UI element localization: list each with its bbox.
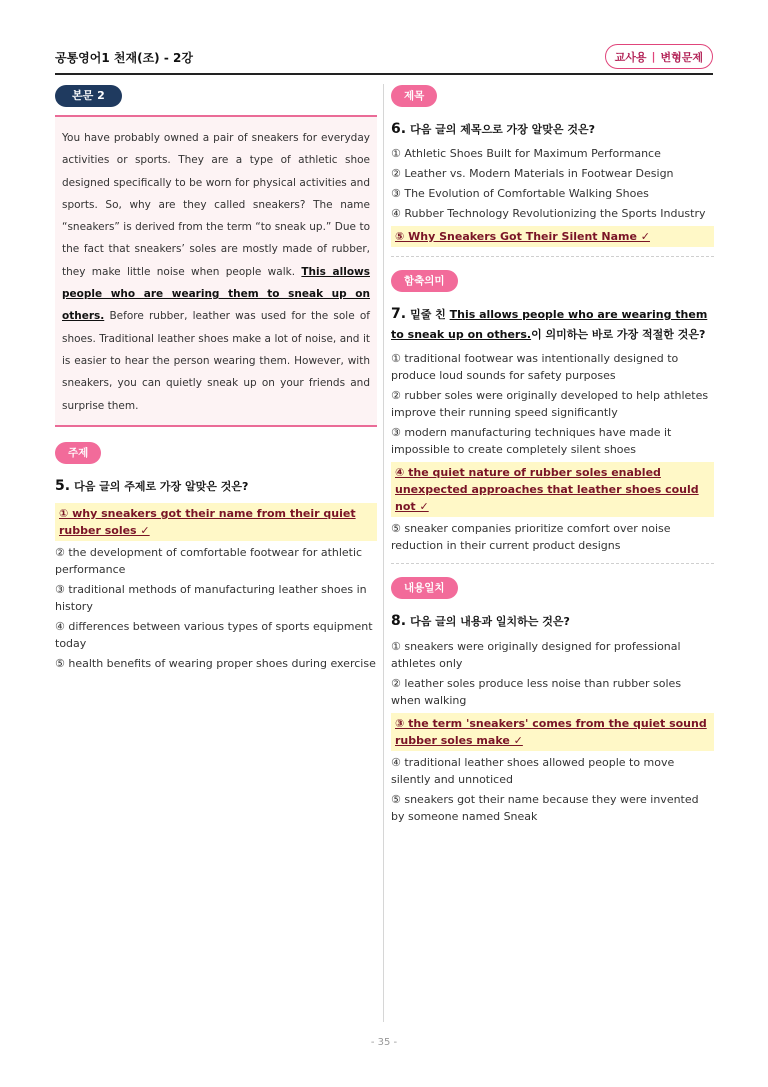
left-column [55, 84, 377, 672]
q8-option-3: ③ the term 'sneakers' comes from the quiet sound rubber soles make ✓ [391, 713, 714, 751]
q7-option-3: ③ modern manufacturing techniques have made it impossible to create completely silent shoes [391, 426, 672, 456]
q7-option-5: ⑤ sneaker companies prioritize comfort over noise reduction in their current product designs [391, 522, 671, 552]
passage-text [62, 127, 370, 417]
q5-option-4: ④ differences between various types of sports equipment today [55, 619, 373, 650]
q8-title [391, 611, 714, 632]
q6-section [391, 84, 714, 257]
badge-label-teacher: 교사용 [614, 50, 647, 64]
q8-option-2: ② leather soles produce less noise than rubber soles when walking [391, 677, 682, 707]
q8-option-5: ⑤ sneakers got their name because they were invented by someone named Sneak [391, 793, 699, 823]
teacher-edition-badge [605, 44, 713, 69]
page-number: - 35 - [370, 1037, 398, 1048]
q8-section [391, 576, 714, 825]
section-divider [391, 563, 714, 564]
page-title: 공통영어1 천재(조) - 2강 [55, 51, 193, 65]
q7-tag: 함축의미 [391, 270, 458, 292]
badge-separator: | [651, 50, 656, 63]
q5-option-1: ① why sneakers got their name from their quiet rubber soles ✓ [55, 503, 377, 541]
q5-option-5: ⑤ health benefits of wearing proper shoes during exercise [55, 656, 376, 670]
passage-underlined-sentence: This allows people who are wearing them to sneak up on others. [62, 265, 370, 323]
q7-underlined-sentence: This allows people who are wearing them to sneak up on others. [391, 308, 708, 341]
q5-title [55, 476, 377, 497]
page-header [55, 44, 713, 74]
q6-option-4: ④ Rubber Technology Revolutionizing the Sports Industry [391, 207, 706, 220]
q7-option-4: ④ the quiet nature of rubber soles enabled unexpected approaches that leather shoes could not ✓ [391, 462, 714, 517]
q7-option-1: ① traditional footwear was intentionally designed to produce loud sounds for safety purposes [391, 352, 679, 382]
q8-option-1: ① sneakers were originally designed for professional athletes only [391, 640, 681, 670]
q6-number: 6. [391, 121, 407, 137]
q7-title [391, 304, 714, 345]
q6-option-3: ③ The Evolution of Comfortable Walking Shoes [391, 187, 649, 200]
q6-title [391, 119, 714, 140]
q6-option-2: ② Leather vs. Modern Materials in Footwear Design [391, 167, 674, 180]
q6-option-5: ⑤ Why Sneakers Got Their Silent Name ✓ [391, 226, 714, 247]
q8-question: 다음 글의 내용과 일치하는 것은? [410, 615, 570, 628]
q5-option-3: ③ traditional methods of manufacturing leather shoes in history [55, 582, 367, 613]
q7-section [391, 269, 714, 564]
q6-tag: 제목 [391, 85, 437, 107]
passage-label: 본문 2 [55, 85, 122, 107]
q8-tag: 내용일치 [391, 577, 458, 599]
q8-number: 8. [391, 613, 407, 629]
q6-option-1: ① Athletic Shoes Built for Maximum Performance [391, 147, 661, 160]
q6-question: 다음 글의 제목으로 가장 알맞은 것은? [410, 123, 595, 136]
passage-text-before: You have probably owned a pair of sneakers for everyday activities or sports. They are a type of athletic shoe designed specifically to be worn for physical activities and sports. So, why are they called sneakers? The name “sneakers” is derived from the term “to sneak up.” Due to the fact that sneakers’ soles are mostly made of rubber, they make little noise when people walk. [62, 132, 370, 278]
q7-option-2: ② rubber soles were originally developed to help athletes improve their running speed significantly [391, 389, 709, 419]
passage-text-after: Before rubber, leather was used for the sole of shoes. Traditional leather shoes make a lot of noise, and it is easier to hear the person wearing them. However, with sneakers, you can quietly sneak up on your friends and surprise them. [62, 310, 370, 412]
q7-question-prefix: 밑줄 친 [410, 308, 450, 321]
badge-label-variant: 변형문제 [660, 50, 703, 64]
section-divider [391, 256, 714, 257]
q7-number: 7. [391, 306, 407, 322]
q8-option-4: ④ traditional leather shoes allowed people to move silently and unnoticed [391, 756, 675, 786]
column-divider [383, 84, 384, 1022]
q5-question: 다음 글의 주제로 가장 알맞은 것은? [74, 479, 249, 493]
q5-section [55, 441, 377, 672]
right-column [391, 84, 714, 825]
header-rule [55, 73, 713, 75]
q5-tag: 주제 [55, 442, 101, 464]
q7-question-suffix: 이 의미하는 바로 가장 적절한 것은? [531, 328, 706, 341]
q5-option-2: ② the development of comfortable footwear for athletic performance [55, 545, 363, 576]
q5-number: 5. [55, 477, 71, 494]
passage-box [55, 115, 377, 427]
